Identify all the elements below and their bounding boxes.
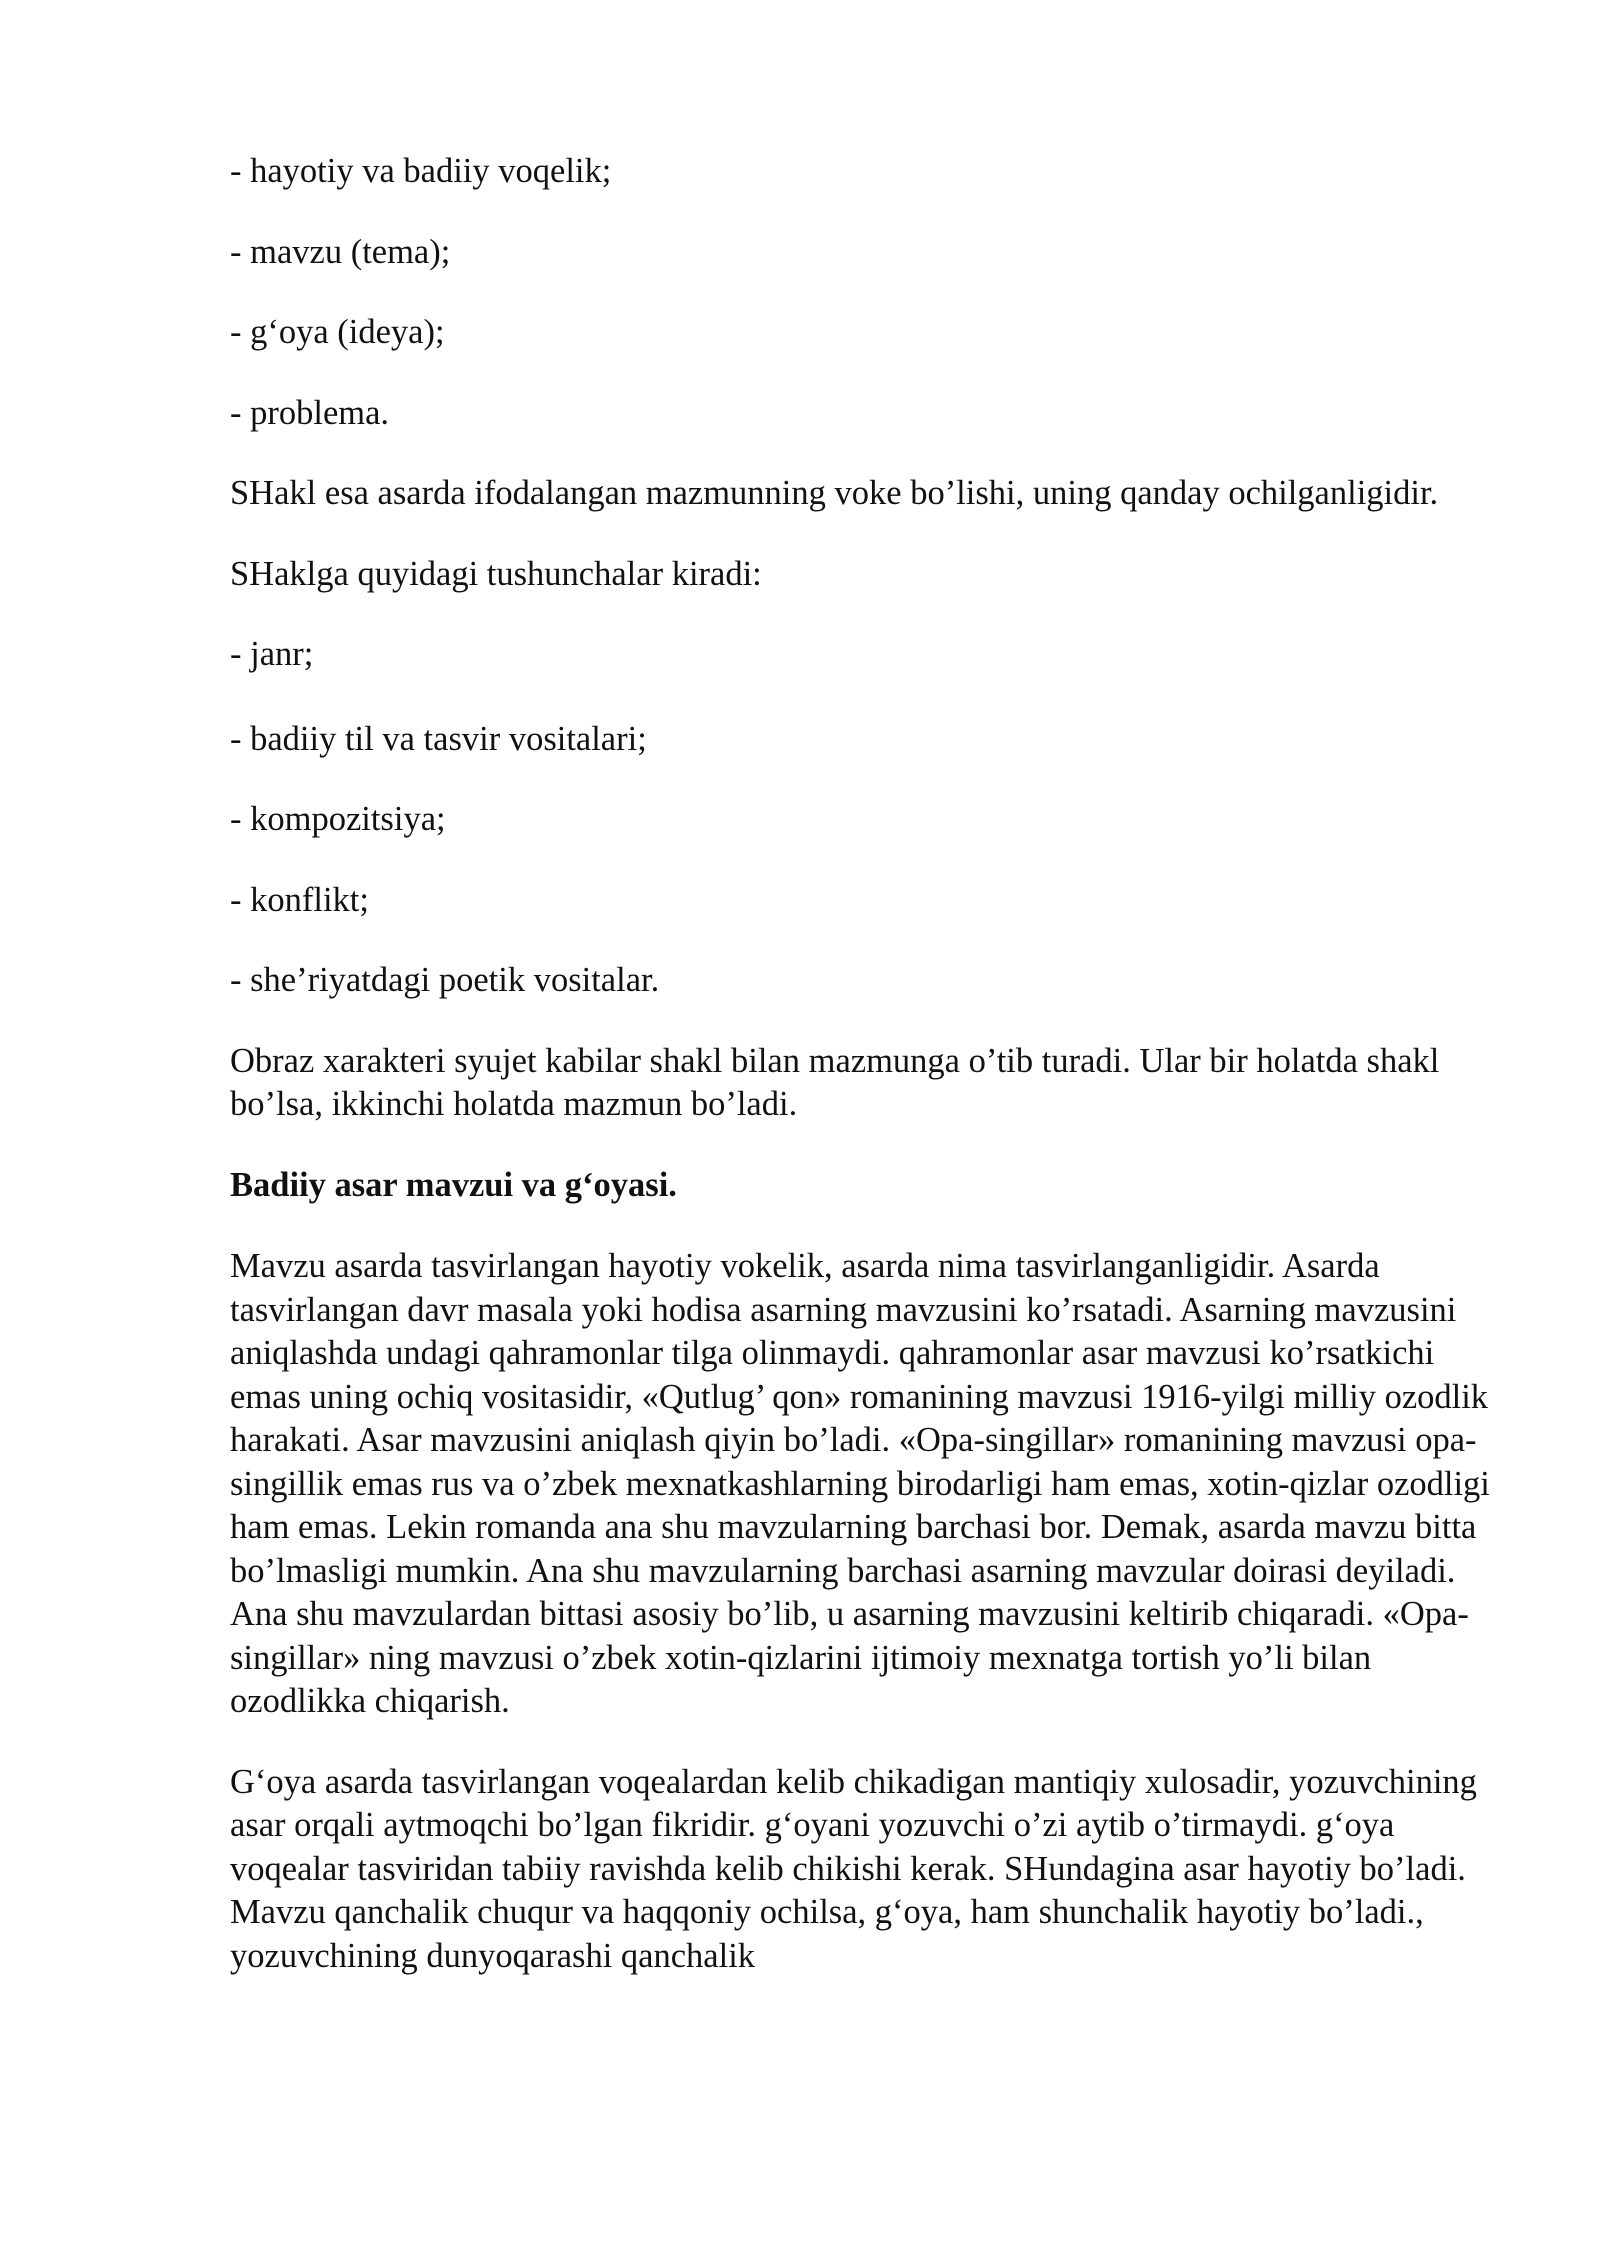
list-item-goya: - g‘oya (ideya); bbox=[230, 313, 445, 351]
section-heading: Badiiy asar mavzui va g‘oyasi. bbox=[230, 1165, 677, 1204]
paragraph-obraz: Obraz xarakteri syujet kabilar shakl bilan mazmunga o’tib turadi. Ular bir holatda shakl bo’lsa, ikkinchi holatda mazmun bo’ladi. bbox=[230, 1041, 1440, 1123]
paragraph-shakl-definition: SHakl esa asarda ifodalangan mazmunning voke bo’lishi, uning qanday ochilganligidir. bbox=[230, 474, 1439, 512]
list-item-poetik-vositalar: - she’riyatdagi poetik vositalar. bbox=[230, 961, 660, 999]
list-item-janr: - janr; bbox=[230, 635, 314, 673]
list-item-mavzu: - mavzu (tema); bbox=[230, 232, 451, 271]
list-item-hayotiy: - hayotiy va badiiy voqelik; bbox=[230, 152, 612, 190]
list-item-problema: - problema. bbox=[230, 393, 390, 432]
paragraph-shakl-intro: SHaklga quyidagi tushunchalar kiradi: bbox=[230, 554, 762, 593]
list-item-konflikt: - konflikt; bbox=[230, 880, 369, 919]
document-page bbox=[230, 150, 1490, 1978]
paragraph-goya: G‘oya asarda tasvirlangan voqealardan kelib chikadigan mantiqiy xulosadir, yozuvchining asar orqali aytmoqchi bo’lgan fikridir. g‘oyani yozuvchi o’zi aytib o’tirmaydi. g‘oya voqealar tasviridan tabiiy ravishda kelib chikishi kerak. SHundagina asar hayotiy bo’ladi. Mavzu qanchalik chuqur va haqqoniy ochilsa, g‘oya, ham shunchalik hayotiy bo’ladi., yozuvchining dunyoqarashi qanchalik bbox=[230, 1762, 1477, 1975]
paragraph-mavzu: Mavzu asarda tasvirlangan hayotiy vokelik, asarda nima tasvirlanganligidir. Asarda tasvirlangan davr masala yoki hodisa asarning mavzusini ko’rsatadi. Asarning mavzusini aniqlashda undagi qahramonlar tilga olinmaydi. qahramonlar asar mavzusi ko’rsatkichi emas uning ochiq vositasidir, «Qutlug’ qon» romanining mavzusi 1916-yilgi milliy ozodlik harakati. Asar mavzusini aniqlash qiyin bo’ladi. «Opa-singillar» romanining mavzusi opa-singillik emas rus va o’zbek mexnatkashlarning birodarligi ham emas, xotin-qizlar ozodligi ham emas. Lekin romanda ana shu mavzularning barchasi bor. Demak, asarda mavzu bitta bo’lmasligi mumkin. Ana shu mavzularning barchasi asarning mavzular doirasi deyiladi. Ana shu mavzulardan bittasi asosiy bo’lib, u asarning mavzusini keltirib chiqaradi. «Opa-singillar» ning mavzusi o’zbek xotin-qizlarini ijtimoiy mexnatga tortish yo’li bilan ozodlikka chiqarish. bbox=[230, 1247, 1490, 1720]
list-item-badiiy-til: - badiiy til va tasvir vositalari; bbox=[230, 719, 647, 758]
list-item-kompozitsiya: - kompozitsiya; bbox=[230, 800, 446, 838]
